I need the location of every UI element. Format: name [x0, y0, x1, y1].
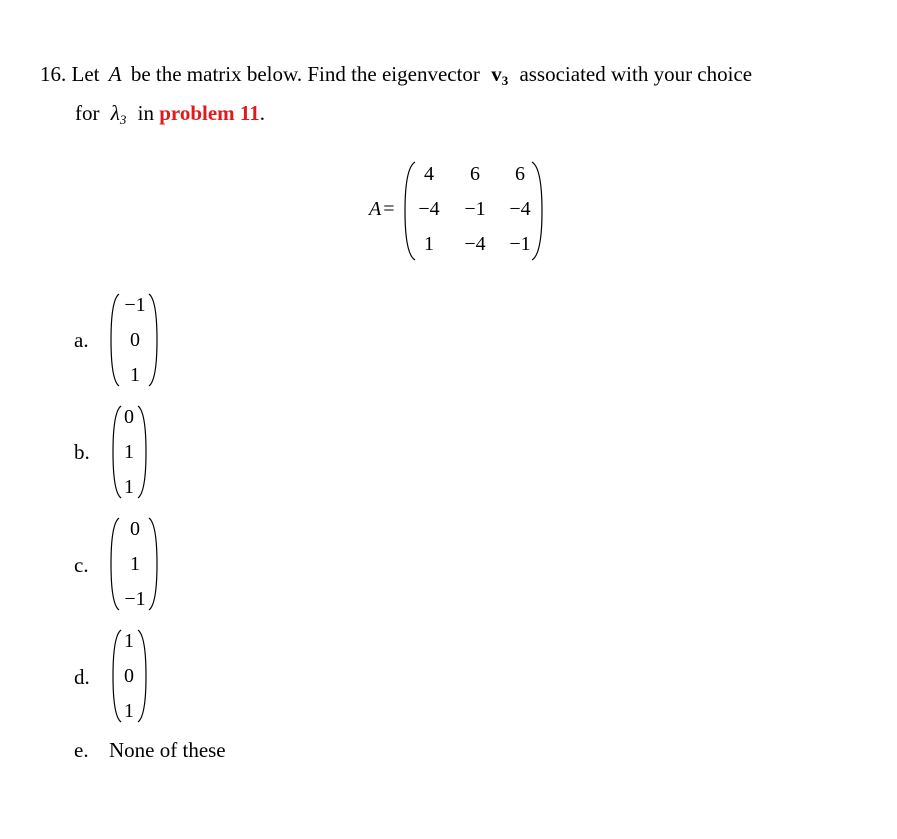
vector-entry: 1	[124, 441, 134, 463]
vector-right-paren	[147, 292, 159, 388]
matrix-cell: −4	[509, 198, 531, 220]
matrix-cell: 1	[424, 233, 434, 255]
vector-left-paren	[109, 516, 121, 612]
matrix-cell: −4	[418, 198, 440, 220]
question-line-1	[40, 62, 752, 87]
vector-entry: 0	[124, 665, 134, 687]
eigenvalue-symbol: $\lambda_3$	[110, 101, 127, 127]
choice-label: d.	[74, 665, 90, 689]
matrix-cell: −4	[464, 233, 486, 255]
vector-entry: 1	[130, 364, 140, 386]
matrix-cell: 6	[515, 163, 525, 185]
matrix-cell: −1	[464, 198, 486, 220]
question-text: for	[75, 101, 100, 125]
problem-reference: problem 11	[159, 101, 260, 125]
matrix-label: A =	[369, 198, 395, 220]
matrix-variable: A	[108, 62, 122, 86]
matrix-cell: 4	[424, 163, 434, 185]
choice-label: c.	[74, 553, 89, 577]
matrix-cell: −1	[509, 233, 531, 255]
vector-entry: 1	[124, 476, 134, 498]
choice-label: b.	[74, 440, 90, 464]
choice-label: e.	[74, 738, 89, 762]
question-text: be the matrix below. Find the eigenvector	[130, 62, 480, 86]
eigenvector-symbol: $v_3$	[491, 62, 509, 88]
vector-right-paren	[147, 516, 159, 612]
choice-label: a.	[74, 328, 89, 352]
period: .	[259, 101, 265, 125]
vector-entry: 0	[130, 518, 140, 540]
vector-entry: −1	[124, 588, 146, 610]
question-text: associated with your choice	[519, 62, 753, 86]
question-line-2	[75, 101, 265, 126]
question-number: 16.	[40, 62, 67, 86]
vector-entry: 1	[130, 553, 140, 575]
vector-entry: 0	[124, 406, 134, 428]
matrix-cell: 6	[470, 163, 480, 185]
vector-entry: 1	[124, 630, 134, 652]
question-text: Let	[71, 62, 100, 86]
vector-entry: 0	[130, 329, 140, 351]
vector-left-paren	[109, 292, 121, 388]
vector-entry: −1	[124, 294, 146, 316]
vector-entry: 1	[124, 700, 134, 722]
question-text: in	[137, 101, 154, 125]
choice-text: None of these	[109, 738, 226, 762]
